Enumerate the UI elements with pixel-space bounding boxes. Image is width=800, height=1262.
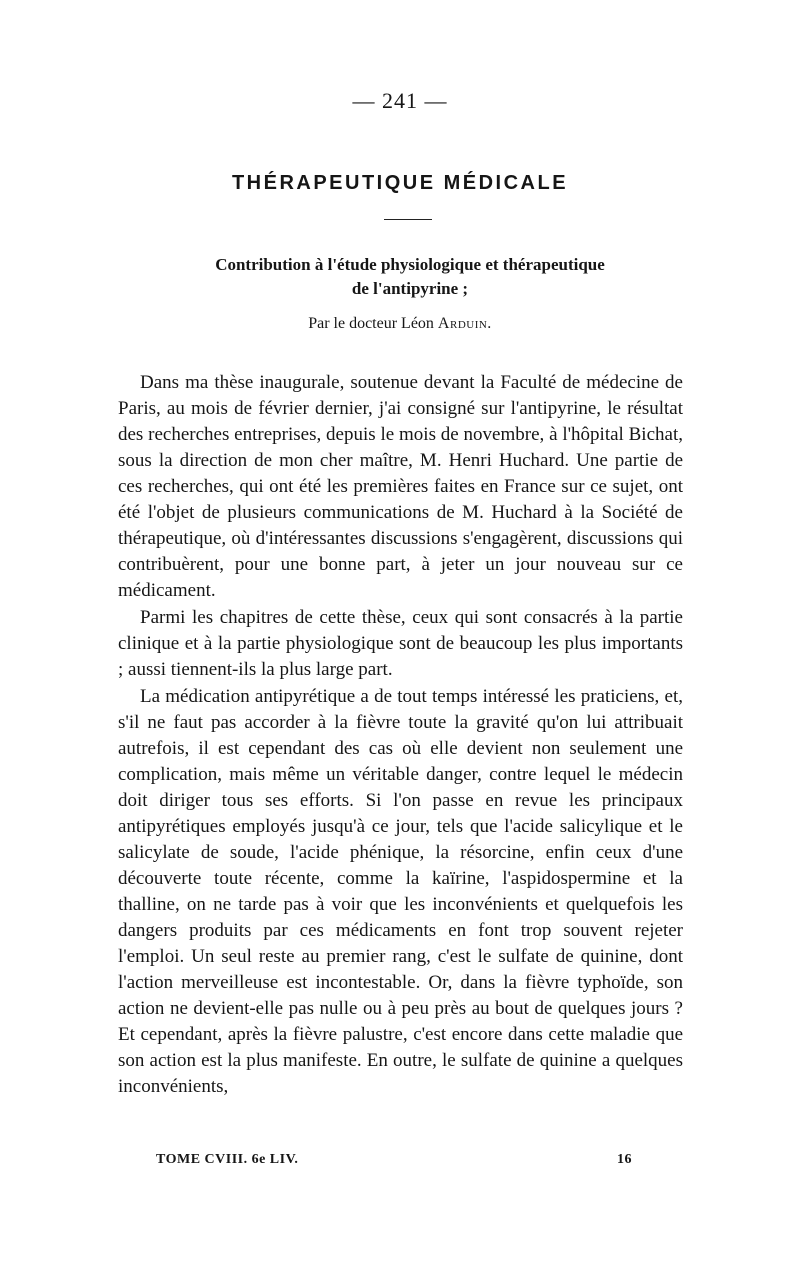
volume-info: TOME CVIII. 6e LIV.: [156, 1152, 299, 1167]
article-title-line-2: de l'antipyrine ;: [351, 279, 469, 298]
page-number: — 241 —: [352, 88, 448, 113]
paragraph-3: La médication antipyrétique a de tout temps intéressé les praticiens, et, s'il ne faut pas accorder à la fièvre toute la gravité qu'on lui attribuait autrefois, il est cependant des cas où elle devient non seulement une complication, mais même un véritable danger, contre lequel le médecin doit diriger tous ses efforts. Si l'on passe en revue les principaux antipyrétiques employés jusqu'à ce jour, tels que l'acide salicylique et le salicylate de soude, l'acide phénique, la résorcine, enfin ceux d'une découverte toute récente, comme la kaïrine, l'aspidospermine et la thalline, on ne tarde pas à voir que les inconvénients et quelquefois les dangers produits par ces médicaments en font trop souvent rejeter l'emploi. Un seul reste au premier rang, c'est le sulfate de quinine, dont l'action merveilleuse est incontestable. Or, dans la fièvre typhoïde, son action ne devient-elle pas nulle ou à peu près au bout de quelques jours ? Et cependant, après la fièvre palustre, c'est encore dans cette maladie que son action est la plus manifeste. En outre, le sulfate de quinine a quelques inconvénients,: [118, 686, 683, 1097]
byline: [0, 315, 800, 333]
article-title: [120, 253, 700, 301]
title-divider: [384, 219, 432, 220]
byline-prefix: Par le docteur Léon: [308, 315, 434, 332]
article-body: [118, 370, 683, 1100]
signature-mark: 16: [617, 1152, 632, 1167]
paragraph-2: Parmi les chapitres de cette thèse, ceux qui sont consacrés à la partie clinique et à la partie physiologique sont de beaucoup les plus importants ; aussi tiennent-ils la plus large part.: [118, 607, 683, 680]
author-name: Arduin.: [437, 315, 492, 332]
paragraph-1: Dans ma thèse inaugurale, soutenue devant la Faculté de médecine de Paris, au mois de février dernier, j'ai consigné sur l'antipyrine, le résultat des recherches entreprises, depuis le mois de novembre, à l'hôpital Bichat, sous la direction de mon cher maître, M. Henri Huchard. Une partie de ces recherches, qui ont été les premières faites en France sur ce sujet, ont été l'objet de plusieurs communications de M. Huchard à la Société de thérapeutique, où d'intéressantes discussions s'engagèrent, discussions qui contribuèrent, pour une bonne part, à jeter un jour nouveau sur ce médicament.: [118, 372, 683, 601]
section-title: THÉRAPEUTIQUE MÉDICALE: [231, 172, 569, 194]
article-title-line-1: Contribution à l'étude physiologique et thérapeutique: [215, 255, 605, 274]
